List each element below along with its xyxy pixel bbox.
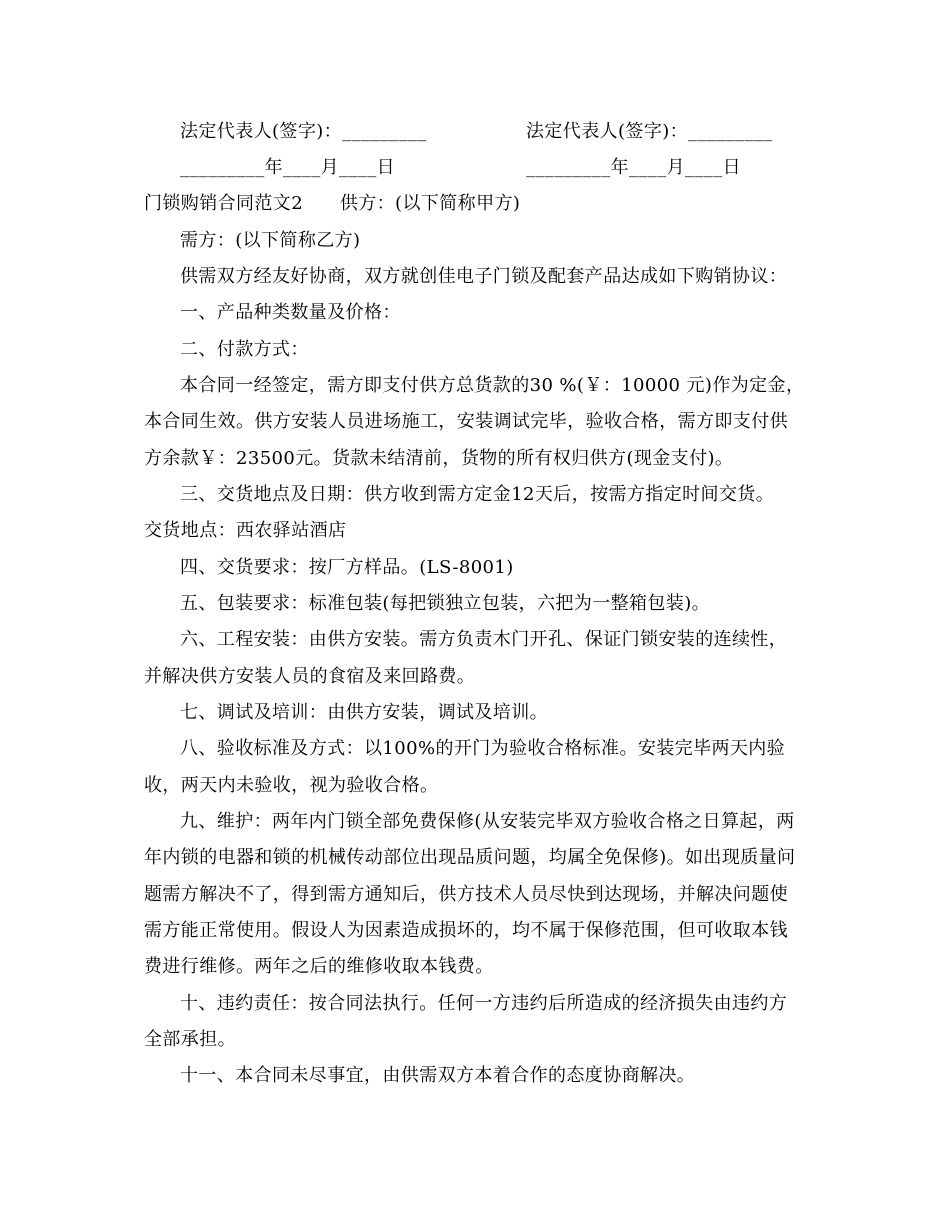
paragraph-line: 四、交货要求：按厂方样品。(LS-8001): [180, 557, 514, 578]
paragraph-line: 五、包装要求：标准包装(每把锁独立包装，六把为一整箱包装)。: [180, 593, 711, 614]
paragraph-line: 本合同生效。供方安装人员进场施工，安装调试完毕，验收合格，需方即支付供: [144, 411, 788, 432]
section-heading: 一、产品种类数量及价格：: [180, 302, 401, 323]
paragraph-line: 十一、本合同未尽事宜，由供需双方本着合作的态度协商解决。: [180, 1065, 696, 1086]
paragraph-line: 需方能正常使用。假设人为因素造成损坏的，均不属于保修范围，但可收取本钱: [144, 920, 788, 941]
paragraph-line: 收，两天内未验收，视为验收合格。: [144, 775, 439, 796]
paragraph-line: 三、交货地点及日期：供方收到需方定金12天后，按需方指定时间交货。: [180, 484, 775, 505]
paragraph-line: 交货地点：西农驿站酒店: [144, 520, 347, 541]
paragraph-line: 八、验收标准及方式：以100%的开门为验收合格标准。安装完毕两天内验: [180, 738, 786, 759]
paragraph-line: 六、工程安装：由供方安装。需方负责木门开孔、保证门锁安装的连续性，: [180, 629, 788, 650]
paragraph-line: 全部承担。: [144, 1029, 236, 1050]
paragraph-line: 方余款￥：23500元。货款未结清前，货物的所有权归供方(现金支付)。: [144, 448, 734, 469]
paragraph-line: 并解决供方安装人员的食宿及来回路费。: [144, 666, 476, 687]
paragraph-line: 题需方解决不了，得到需方通知后，供方技术人员尽快到达现场，并解决问题使: [144, 884, 788, 905]
paragraph-line: 七、调试及培训：由供方安装，调试及培训。: [180, 702, 548, 723]
paragraph-line: 九、维护：两年内门锁全部免费保修(从安装完毕双方验收合格之日算起，两: [180, 811, 795, 832]
paragraph-line: 十、违约责任：按合同法执行。任何一方违约后所造成的经济损失由违约方: [180, 993, 788, 1014]
agreement-intro: 供需双方经友好协商，双方就创佳电子门锁及配套产品达成如下购销协议：: [180, 266, 788, 287]
paragraph-line: 本合同一经签定，需方即支付供方总货款的30 %(￥：10000 元)作为定金，: [180, 375, 805, 396]
buyer-line: 需方：(以下简称乙方): [180, 230, 361, 251]
contract-title-line: 门锁购销合同范文2 供方：(以下简称甲方): [144, 193, 521, 214]
right-legal-representative-signature: 法定代表人(签字)：_________: [526, 121, 773, 142]
section-heading: 二、付款方式：: [180, 339, 309, 360]
paragraph-line: 年内锁的电器和锁的机械传动部位出现品质问题，均属全免保修)。如出现质量问: [144, 847, 796, 868]
right-signature-date: _________年____月____日: [526, 157, 741, 178]
left-signature-date: _________年____月____日: [180, 157, 395, 178]
paragraph-line: 费进行维修。两年之后的维修收取本钱费。: [144, 956, 494, 977]
left-legal-representative-signature: 法定代表人(签字)：_________: [180, 121, 427, 142]
